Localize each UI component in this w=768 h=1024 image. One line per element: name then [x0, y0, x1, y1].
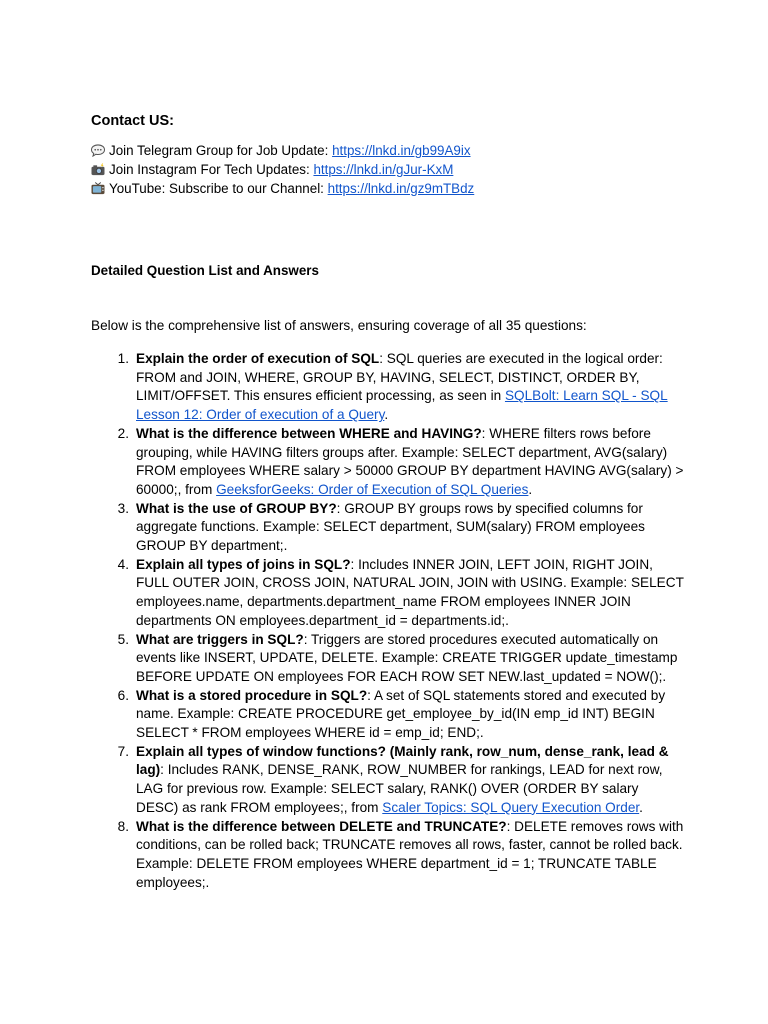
list-item	[117, 818, 684, 893]
speech-bubble-icon	[90, 144, 106, 157]
list-item	[117, 350, 684, 425]
contact-youtube-text: YouTube: Subscribe to our Channel:	[109, 181, 328, 196]
answer-text: : WHERE filters rows before grouping, while HAVING filters groups after. Example: SELECT department, AVG(salary) FROM employees WHERE salary > 50000 GROUP BY department HAVING AVG(salary) > 60000;, from	[136, 425, 684, 497]
item-number: 8.	[117, 818, 129, 834]
answer-tail: .	[639, 799, 643, 815]
instagram-link[interactable]: https://lnkd.in/gJur-KxM	[313, 162, 454, 177]
answer-tail: .	[384, 407, 389, 423]
item-number: 3.	[117, 500, 129, 516]
contact-line-telegram	[90, 141, 474, 160]
item-number: 2.	[117, 425, 129, 441]
telegram-link[interactable]: https://lnkd.in/gb99A9ix	[332, 143, 471, 158]
question-text: What is the difference between WHERE and HAVING?	[136, 425, 482, 441]
source-link[interactable]: Scaler Topics: SQL Query Execution Order	[382, 799, 640, 815]
answer-text: : GROUP BY groups rows by specified columns for aggregate functions. Example: SELECT department, SUM(salary) FROM employees GROUP BY department;.	[136, 500, 645, 554]
camera-flash-icon	[90, 163, 106, 176]
list-item	[117, 631, 684, 687]
source-link[interactable]: SQLBolt: Learn SQL - SQL Lesson 12: Order of execution of a Query	[136, 388, 668, 423]
contact-line-youtube	[90, 179, 474, 198]
list-item	[117, 687, 684, 743]
list-item	[117, 500, 684, 556]
list-item	[117, 425, 684, 500]
section-title: Detailed Question List and Answers	[91, 263, 319, 278]
answer-tail: .	[528, 481, 533, 497]
contact-list	[90, 141, 474, 198]
list-item	[117, 556, 684, 631]
question-text: What is a stored procedure in SQL?	[136, 687, 368, 703]
item-number: 6.	[117, 687, 129, 703]
question-text: Explain all types of window functions? (Mainly rank, row_num, dense_rank, lead & lag)	[136, 743, 669, 778]
question-list	[117, 350, 684, 892]
question-text: Explain the order of execution of SQL	[136, 351, 380, 366]
television-icon	[90, 182, 106, 195]
intro-paragraph: Below is the comprehensive list of answers, ensuring coverage of all 35 questions:	[91, 318, 587, 333]
answer-text: : Triggers are stored procedures executed automatically on events like INSERT, UPDATE, DELETE. Example: CREATE TRIGGER update_timestamp BEFORE UPDATE ON employees FOR EACH ROW SET NEW.last_updated = NOW();.	[136, 631, 678, 684]
contact-line-instagram	[90, 160, 474, 179]
question-text: What is the use of GROUP BY?	[136, 500, 337, 516]
contact-instagram-text: Join Instagram For Tech Updates:	[109, 162, 314, 177]
item-number: 1.	[117, 351, 129, 366]
contact-heading: Contact US:	[91, 113, 174, 129]
answer-text: : A set of SQL statements stored and executed by name. Example: CREATE PROCEDURE get_employee_by_id(IN emp_id INT) BEGIN SELECT * FROM employees WHERE id = emp_id; END;.	[136, 687, 666, 741]
contact-telegram-text: Join Telegram Group for Job Update:	[109, 143, 333, 158]
youtube-link[interactable]: https://lnkd.in/gz9mTBdz	[327, 181, 475, 196]
answer-text: : Includes INNER JOIN, LEFT JOIN, RIGHT JOIN, FULL OUTER JOIN, CROSS JOIN, NATURAL JOIN, JOIN with USING. Example: SELECT employees.name, departments.department_name FROM employees INNER JOIN departments ON employees.department_id = departments.id;.	[136, 556, 684, 628]
question-text: What are triggers in SQL?	[136, 631, 304, 647]
answer-text: : SQL queries are executed in the logical order: FROM and JOIN, WHERE, GROUP BY, HAVING, SELECT, DISTINCT, ORDER BY, LIMIT/OFFSET. This ensures efficient processing, as seen in	[136, 351, 663, 404]
source-link[interactable]: GeeksforGeeks: Order of Execution of SQL Queries	[216, 481, 529, 497]
question-text: Explain all types of joins in SQL?	[136, 556, 351, 572]
item-number: 5.	[117, 631, 129, 647]
question-text: What is the difference between DELETE and TRUNCATE?	[136, 818, 507, 834]
answer-text: : DELETE removes rows with conditions, can be rolled back; TRUNCATE removes all rows, faster, cannot be rolled back. Example: DELETE FROM employees WHERE department_id = 1; TRUNCATE TABLE employees;.	[136, 818, 684, 890]
item-number: 4.	[117, 556, 129, 572]
list-item	[117, 743, 684, 818]
item-number: 7.	[117, 743, 129, 759]
answer-text: : Includes RANK, DENSE_RANK, ROW_NUMBER for rankings, LEAD for next row, LAG for previous row. Example: SELECT salary, RANK() OVER (ORDER BY salary DESC) as rank FROM employees;, from	[136, 762, 663, 815]
